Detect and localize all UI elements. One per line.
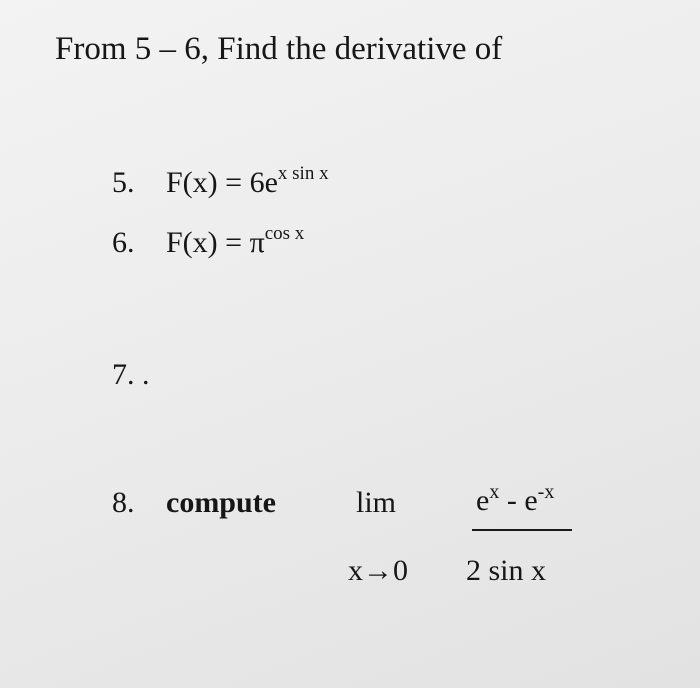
question-6-exponent: cos x <box>264 223 305 244</box>
limit-operator: lim <box>356 486 397 519</box>
question-5-expression <box>166 163 329 199</box>
limit-subscript: x→0 <box>348 554 408 587</box>
numerator-a-exponent: x <box>489 481 500 503</box>
question-6-number: 6. <box>112 226 135 259</box>
numerator-b-exponent: -x <box>537 481 555 503</box>
numerator-minus: - <box>499 484 525 517</box>
fraction-bar <box>472 529 572 531</box>
numerator-b-base: e <box>524 484 538 517</box>
numerator-a-base: e <box>476 484 490 517</box>
question-7-number: 7. . <box>112 358 150 391</box>
heading: From 5 – 6, Find the derivative of <box>55 31 503 67</box>
question-5-exponent: x sin x <box>277 163 329 184</box>
question-8-label: compute <box>166 486 276 519</box>
question-8-number: 8. <box>112 486 135 519</box>
question-6-expression <box>166 223 305 259</box>
fraction-numerator <box>476 481 555 517</box>
question-6-main: F(x) = π <box>166 226 265 259</box>
question-5-main: F(x) = 6e <box>166 166 278 199</box>
fraction-denominator: 2 sin x <box>466 554 547 587</box>
question-5-number: 5. <box>112 166 135 199</box>
